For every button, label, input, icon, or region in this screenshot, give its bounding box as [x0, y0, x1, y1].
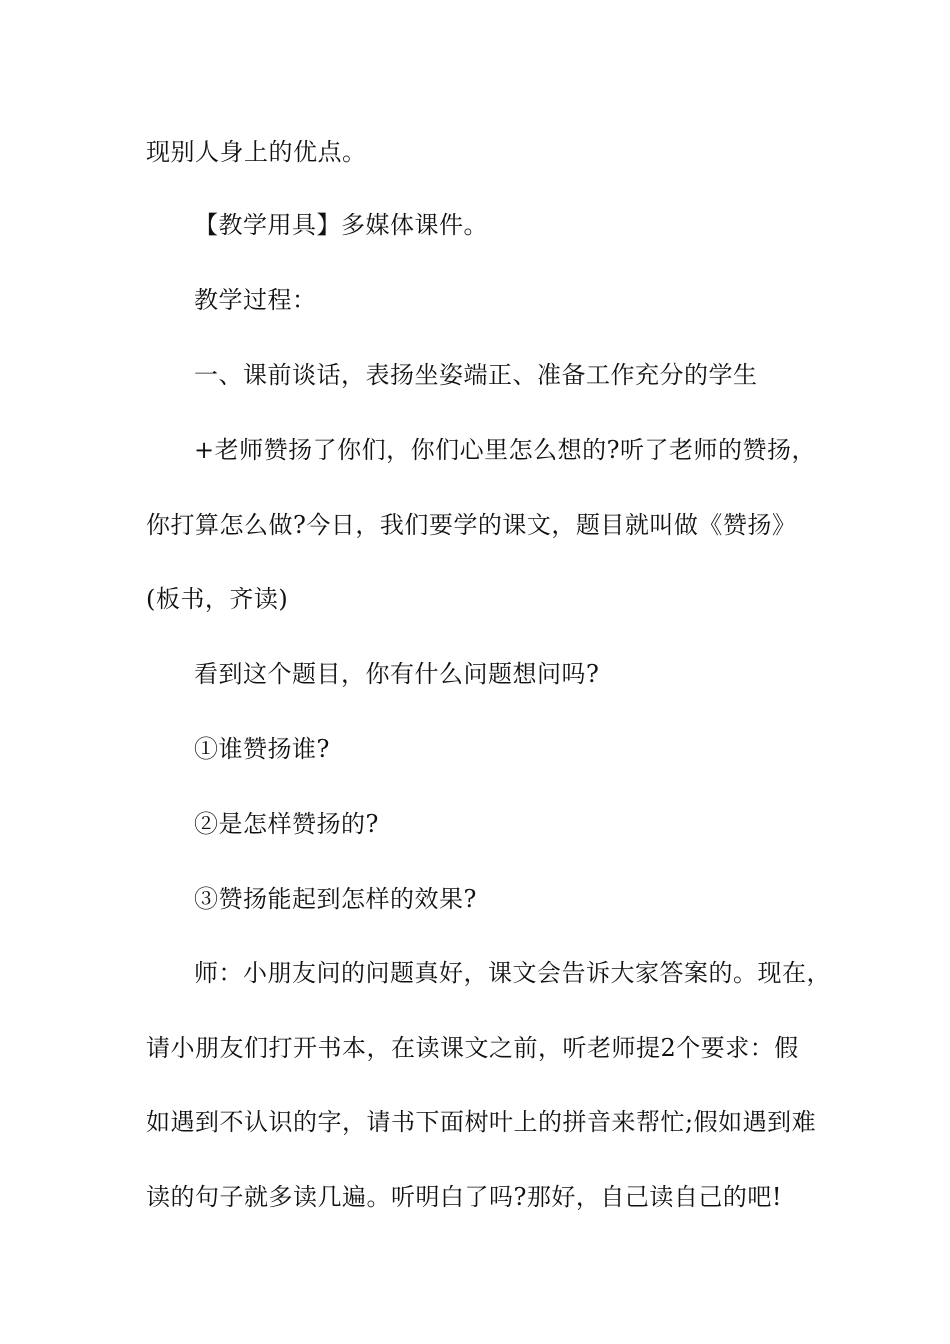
text-line: 如遇到不认识的字，请书下面树叶上的拼音来帮忙;假如遇到难: [146, 1108, 817, 1136]
list-item: ②是怎样赞扬的?: [194, 810, 379, 838]
text-line: 你打算怎么做?今日，我们要学的课文，题目就叫做《赞扬》: [146, 511, 797, 539]
text-line: 师：小朋友问的问题真好，课文会告诉大家答案的。现在，: [194, 959, 831, 987]
text-line: 看到这个题目，你有什么问题想问吗?: [194, 660, 600, 688]
text-line: 现别人身上的优点。: [146, 138, 367, 166]
text-line: (板书，齐读): [146, 585, 289, 613]
text-line: 一、课前谈话，表扬坐姿端正、准备工作充分的学生: [194, 361, 758, 389]
text-line: 教学过程：: [194, 286, 317, 314]
text-line: 【教学用具】多媒体课件。: [194, 211, 488, 239]
text-line: 读的句子就多读几遍。听明白了吗?那好，自己读自己的吧!: [146, 1183, 783, 1211]
list-item: ①谁赞扬谁?: [194, 735, 330, 763]
list-item: ③赞扬能起到怎样的效果?: [194, 885, 477, 913]
text-line: +老师赞扬了你们，你们心里怎么想的?听了老师的赞扬，: [194, 436, 816, 464]
text-line: 请小朋友们打开书本，在读课文之前，听老师提2个要求：假: [146, 1034, 799, 1062]
